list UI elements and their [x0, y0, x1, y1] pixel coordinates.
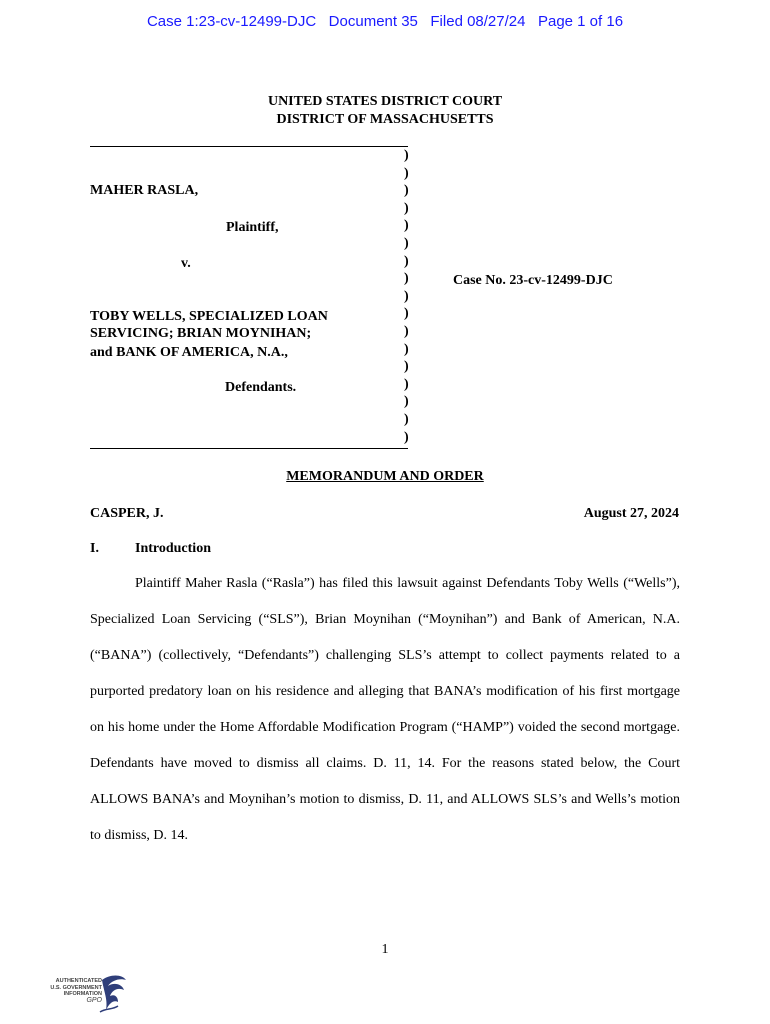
defendants-line-1: TOBY WELLS, SPECIALIZED LOAN — [90, 309, 328, 324]
gpo-seal-line-3: INFORMATION — [63, 991, 102, 997]
caption-paren: ) — [404, 306, 409, 322]
court-district: DISTRICT OF MASSACHUSETTS — [276, 112, 494, 127]
caption-paren: ) — [404, 236, 409, 251]
caption-paren: ) — [404, 341, 409, 357]
caption-paren: ) — [404, 376, 409, 392]
plaintiff-name: MAHER RASLA, — [90, 183, 199, 198]
caption-paren: ) — [404, 324, 409, 339]
case-header: Case 1:23-cv-12499-DJC Document 35 Filed 08/27/24 Page 1 of 16 — [146, 13, 624, 30]
judge-name: CASPER, J. — [90, 506, 164, 521]
introduction-paragraph — [90, 566, 680, 854]
versus-label: v. — [181, 256, 191, 271]
caption-paren: ) — [404, 148, 409, 163]
caption-paren: ) — [404, 165, 409, 181]
caption-paren: ) — [404, 200, 409, 216]
section-heading: Introduction — [135, 541, 211, 556]
case-number: Case No. 23-cv-12499-DJC — [453, 273, 613, 288]
body-text: Plaintiff Maher Rasla (“Rasla”) has filed this lawsuit against Defendants Toby Wells (“Wells”), Specialized Loan Servicing (“SLS”), Brian Moynihan (“Moynihan”) and Bank of American, N.A. (“BANA”) (collectively, “Defendants”) challenging SLS’s attempt to collect payments related to a purported predatory loan on his residence and alleging that BANA’s modification of his first mortgage on his home under the Home Affordable Modification Program (“HAMP”) voided the second mortgage. Defendants have moved to dismiss all claims. D. 11, 14. For the reasons stated below, the Court ALLOWS BANA’s and Moynihan’s motion to dismiss, D. 11, and ALLOWS SLS’s and Wells’s motion to dismiss, D. 14. — [90, 576, 680, 843]
defendants-label: Defendants. — [225, 380, 297, 395]
caption-bottom-rule — [90, 448, 408, 449]
caption-paren: ) — [404, 253, 409, 269]
caption-paren: ) — [404, 183, 409, 199]
gpo-authentication-seal — [44, 972, 134, 1016]
gpo-seal-line-1: AUTHENTICATED — [55, 978, 102, 984]
defendants-line-3: and BANK OF AMERICA, N.A., — [90, 345, 288, 360]
caption-paren: ) — [404, 412, 409, 427]
caption-top-rule — [90, 146, 408, 147]
gpo-seal-line-4: GPO — [86, 996, 102, 1004]
page-number: 1 — [381, 942, 389, 957]
court-name: UNITED STATES DISTRICT COURT — [267, 94, 503, 109]
eagle-icon — [96, 972, 130, 1016]
order-date: August 27, 2024 — [583, 506, 679, 521]
gpo-seal-line-2: U.S. GOVERNMENT — [50, 984, 102, 991]
caption-paren: ) — [404, 218, 409, 234]
caption-paren: ) — [404, 429, 409, 445]
defendants-line-2: SERVICING; BRIAN MOYNIHAN; — [90, 326, 312, 341]
caption-paren: ) — [404, 271, 409, 287]
caption-paren: ) — [404, 394, 409, 410]
section-number: I. — [90, 541, 99, 556]
document-title: MEMORANDUM AND ORDER — [286, 469, 484, 484]
caption-paren: ) — [404, 359, 409, 375]
caption-paren: ) — [404, 288, 409, 304]
plaintiff-label: Plaintiff, — [226, 220, 279, 235]
